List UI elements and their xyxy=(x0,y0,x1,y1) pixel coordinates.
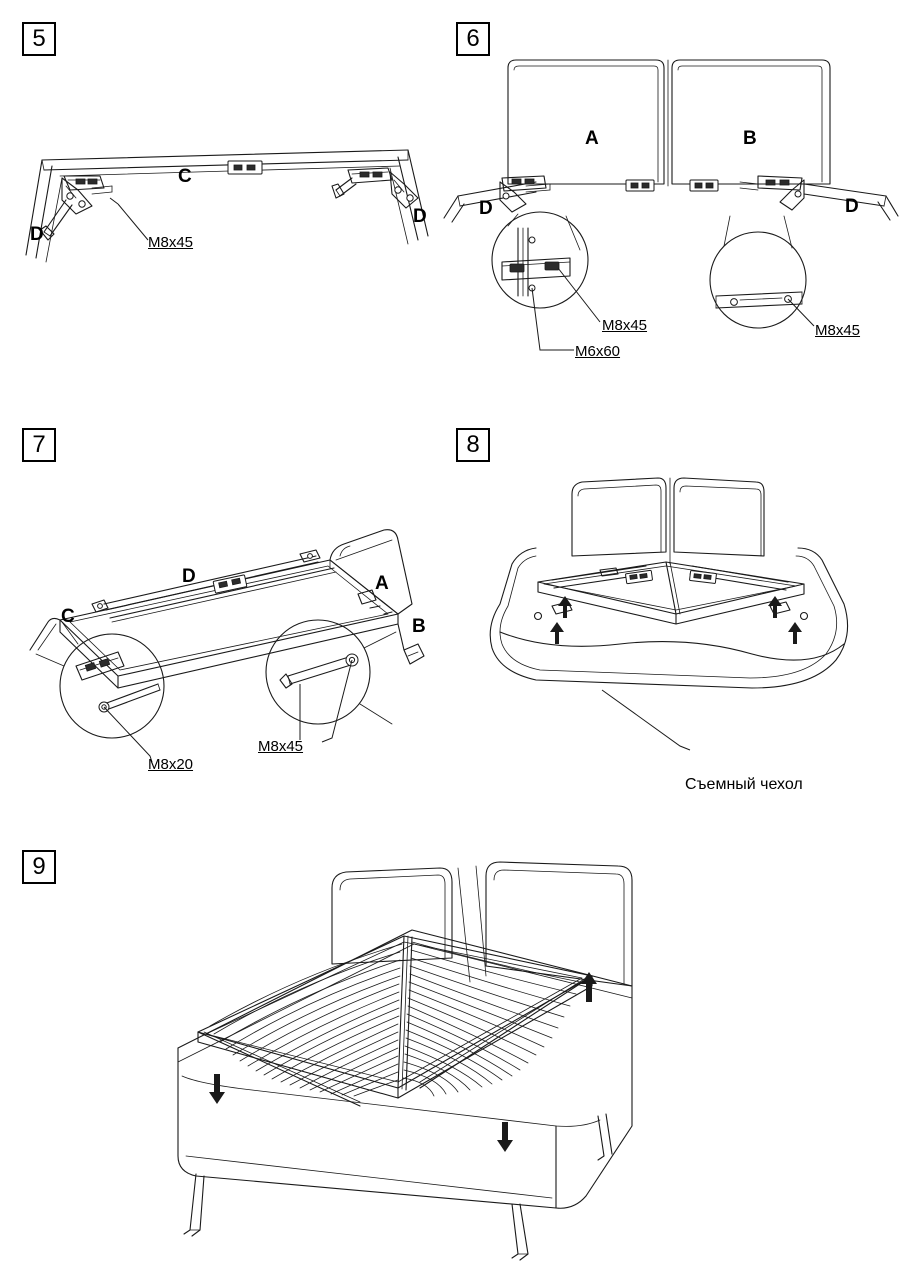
part-label-d-left: D xyxy=(479,198,493,219)
part-label-d-right: D xyxy=(845,196,859,217)
step-8-number: 8 xyxy=(456,428,490,462)
bolt-callout-m8x45: M8x45 xyxy=(148,234,194,251)
bolt-callout-m8x45: M8x45 xyxy=(258,738,304,755)
part-label-b: B xyxy=(412,616,426,637)
part-label-a: A xyxy=(375,573,389,594)
step-8-drawing xyxy=(440,408,900,808)
step-9-drawing xyxy=(0,826,900,1280)
step-7 xyxy=(0,408,450,808)
bolt-callout-m6x60: M6x60 xyxy=(575,343,621,360)
step-6 xyxy=(440,0,900,400)
step-8 xyxy=(440,408,900,808)
step-9 xyxy=(0,826,900,1280)
part-label-b: B xyxy=(743,128,757,149)
step-6-drawing xyxy=(440,0,900,400)
bolt-callout-m8x45-left: M8x45 xyxy=(602,317,648,334)
part-label-d-right: D xyxy=(413,206,427,227)
step-5 xyxy=(0,0,450,400)
step-9-number: 9 xyxy=(22,850,56,884)
part-label-a: A xyxy=(585,128,599,149)
bolt-callout-m8x45-right: M8x45 xyxy=(815,322,861,339)
cover-label: Съемный чехол xyxy=(685,776,803,793)
step-6-number: 6 xyxy=(456,22,490,56)
step-7-number: 7 xyxy=(22,428,56,462)
part-label-c: C xyxy=(61,606,75,627)
step-5-number: 5 xyxy=(22,22,56,56)
bolt-callout-m8x20: M8x20 xyxy=(148,756,194,773)
part-label-c: C xyxy=(178,166,192,187)
part-label-d-left: D xyxy=(30,224,44,245)
step-5-drawing xyxy=(0,0,450,400)
part-label-d: D xyxy=(182,566,196,587)
